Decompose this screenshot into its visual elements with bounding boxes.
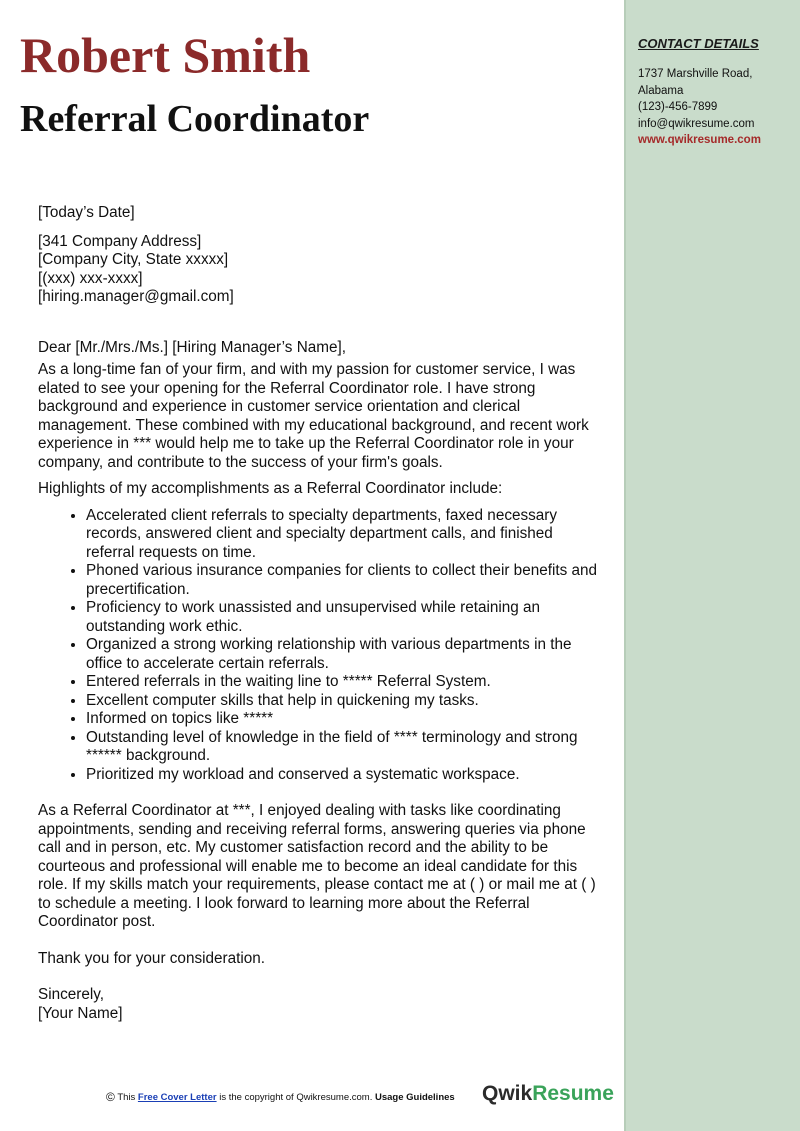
recipient-line: [Company City, State xxxxx] <box>38 251 229 268</box>
applicant-name: Robert Smith <box>20 27 311 83</box>
letter-body <box>38 204 604 1023</box>
highlight-item: • Organized a strong working relationship with various departments in the office to accelerate certain referrals. <box>86 636 604 673</box>
usage-guidelines-link[interactable]: Usage Guidelines <box>374 1092 455 1103</box>
highlight-item: • Accelerated client referrals to specialty departments, faxed necessary records, answered client and specialty department calls, and finished referral requests on time. <box>86 507 604 563</box>
letter-date: [Today’s Date] <box>38 204 135 221</box>
intro-paragraph: As a long-time fan of your firm, and with my passion for customer service, I was elated to see your opening for the Referral Coordinator role. I have strong background and experience in customer service orientation and clerical management. These combined with my educational background, and recent work experience in *** would help me to take up the Referral Coordinator role in your company, and contribute to the success of your firm's goals. <box>38 361 589 471</box>
contact-address-line2: Alabama <box>638 84 684 97</box>
copyright-footer <box>106 1090 455 1104</box>
highlights-intro: Highlights of my accomplishments as a Referral Coordinator include: <box>38 480 503 497</box>
closing-paragraph: As a Referral Coordinator at ***, I enjoyed dealing with tasks like coordinating appointments, sending and receiving referral forms, answering queries via phone call and in person, etc. My customer satisfaction record and the ability to be courteous and professional will enable me to become an ideal candidate for this role. If my skills match your requirements, please contact me at ( ) or mail me at ( ) to schedule a meeting. I look forward to learning more about the Referral Coordinator post. <box>38 802 596 930</box>
highlight-item: • Entered referrals in the waiting line to ***** Referral System. <box>86 673 604 692</box>
logo-text-resume: Resume <box>532 1082 614 1105</box>
highlight-item: • Phoned various insurance companies for clients to collect their benefits and precertification. <box>86 562 604 599</box>
contact-sidebar <box>624 0 800 1131</box>
logo-text-qwik: Qwik <box>482 1082 533 1105</box>
signoff: Sincerely, <box>38 986 105 1003</box>
qwikresume-logo <box>482 1083 614 1104</box>
recipient-address <box>38 233 604 307</box>
highlights-list <box>38 507 604 785</box>
free-cover-letter-link[interactable]: Free Cover Letter <box>137 1092 217 1103</box>
footer-copyright-text: is the copyright of Qwikresume.com. <box>219 1092 373 1103</box>
highlight-item: • Excellent computer skills that help in quickening my tasks. <box>86 692 604 711</box>
footer-this: This <box>117 1092 136 1103</box>
recipient-line: [341 Company Address] <box>38 232 202 250</box>
contact-address-line1: 1737 Marshville Road, <box>638 68 753 80</box>
highlight-item: • Proficiency to work unassisted and unsupervised while retaining an outstanding work ethic. <box>86 599 604 636</box>
job-title: Referral Coordinator <box>20 98 370 140</box>
copyright-icon: © <box>106 1090 115 1104</box>
contact-heading: CONTACT DETAILS <box>638 36 759 51</box>
recipient-line: [(xxx) xxx-xxxx] <box>38 269 143 287</box>
highlight-item: • Informed on topics like ***** <box>86 710 604 729</box>
thanks-line: Thank you for your consideration. <box>38 949 266 967</box>
contact-details <box>638 66 796 149</box>
recipient-line: [hiring.manager@gmail.com] <box>38 288 234 305</box>
highlight-item: • Prioritized my workload and conserved a systematic workspace. <box>86 766 604 785</box>
contact-email: info@qwikresume.com <box>638 117 755 130</box>
highlight-item: • Outstanding level of knowledge in the field of **** terminology and strong ****** background. <box>86 729 604 766</box>
salutation: Dear [Mr./Mrs./Ms.] [Hiring Manager’s Name], <box>38 338 346 356</box>
signature: [Your Name] <box>38 1004 123 1022</box>
contact-phone: (123)-456-7899 <box>638 101 718 113</box>
contact-website: www.qwikresume.com <box>638 134 761 146</box>
